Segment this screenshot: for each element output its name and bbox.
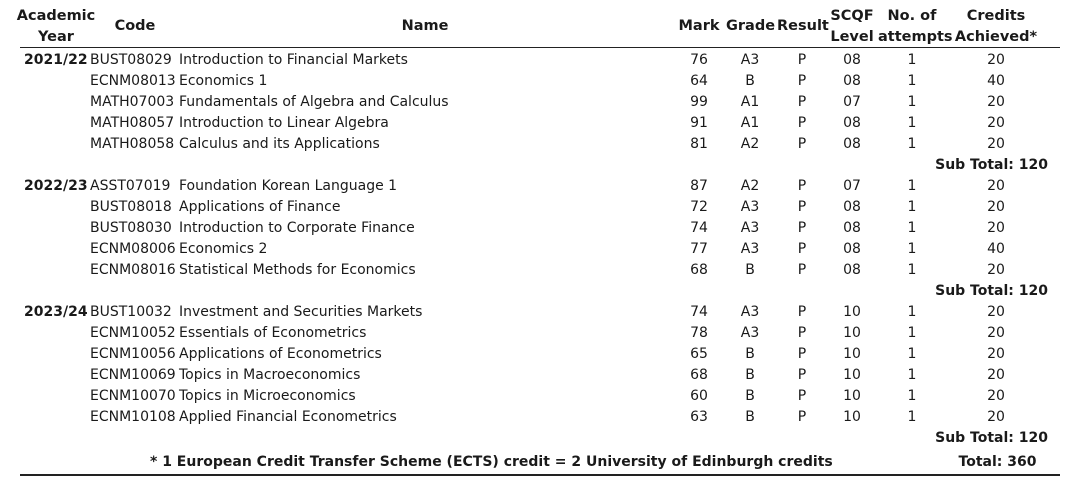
header-academic-year: Academic Year	[16, 8, 96, 45]
course-credits: 20	[987, 304, 1005, 320]
course-code: ASST07019	[90, 178, 171, 194]
course-attempts: 1	[907, 73, 917, 89]
course-result: P	[797, 115, 807, 131]
course-grade: B	[745, 73, 755, 89]
course-result: P	[797, 52, 807, 68]
course-result: P	[797, 388, 807, 404]
course-result: P	[797, 199, 807, 215]
course-attempts: 1	[907, 241, 917, 257]
header-grade: Grade	[726, 18, 776, 34]
course-scqf-level: 08	[843, 262, 861, 278]
course-result: P	[797, 346, 807, 362]
course-code: MATH08058	[90, 136, 175, 152]
course-scqf-level: 10	[843, 409, 861, 425]
academic-year-label: 2023/24	[24, 304, 88, 320]
course-credits: 20	[987, 178, 1005, 194]
course-name: Essentials of Econometrics	[179, 325, 367, 341]
course-credits: 40	[987, 73, 1005, 89]
course-grade: A3	[740, 304, 760, 320]
course-code: ECNM10056	[90, 346, 176, 362]
course-grade: A3	[740, 199, 760, 215]
course-mark: 68	[690, 262, 708, 278]
course-mark: 74	[690, 220, 708, 236]
course-code: ECNM10108	[90, 409, 176, 425]
course-name: Introduction to Corporate Finance	[179, 220, 415, 236]
sub-total: Sub Total: 120	[935, 430, 1048, 446]
course-name: Topics in Macroeconomics	[179, 367, 361, 383]
academic-year-label: 2022/23	[24, 178, 88, 194]
course-code: ECNM08016	[90, 262, 176, 278]
course-grade: A3	[740, 52, 760, 68]
footer-rule	[20, 474, 1060, 476]
course-credits: 20	[987, 262, 1005, 278]
grand-total: Total: 360	[958, 454, 1037, 470]
course-attempts: 1	[907, 325, 917, 341]
course-result: P	[797, 220, 807, 236]
course-mark: 77	[690, 241, 708, 257]
course-grade: B	[745, 388, 755, 404]
course-credits: 20	[987, 325, 1005, 341]
sub-total: Sub Total: 120	[935, 283, 1048, 299]
course-scqf-level: 08	[843, 199, 861, 215]
header-rule	[20, 47, 1060, 48]
course-attempts: 1	[907, 52, 917, 68]
course-scqf-level: 08	[843, 241, 861, 257]
course-credits: 20	[987, 367, 1005, 383]
ects-footnote: * 1 European Credit Transfer Scheme (ECTS) credit = 2 University of Edinburgh credits	[150, 454, 833, 470]
course-grade: A3	[740, 220, 760, 236]
course-credits: 20	[987, 409, 1005, 425]
course-grade: A3	[740, 325, 760, 341]
course-scqf-level: 10	[843, 367, 861, 383]
course-result: P	[797, 136, 807, 152]
course-attempts: 1	[907, 115, 917, 131]
course-mark: 74	[690, 304, 708, 320]
header-mark: Mark	[678, 18, 720, 34]
course-result: P	[797, 262, 807, 278]
course-scqf-level: 10	[843, 388, 861, 404]
course-attempts: 1	[907, 304, 917, 320]
course-code: MATH07003	[90, 94, 175, 110]
course-mark: 76	[690, 52, 708, 68]
course-attempts: 1	[907, 409, 917, 425]
course-grade: A1	[740, 115, 760, 131]
course-scqf-level: 07	[843, 94, 861, 110]
course-code: ECNM10069	[90, 367, 176, 383]
course-credits: 20	[987, 136, 1005, 152]
course-scqf-level: 10	[843, 346, 861, 362]
course-code: ECNM08013	[90, 73, 176, 89]
course-grade: A1	[740, 94, 760, 110]
course-credits: 20	[987, 199, 1005, 215]
course-credits: 40	[987, 241, 1005, 257]
course-mark: 68	[690, 367, 708, 383]
course-scqf-level: 10	[843, 304, 861, 320]
course-grade: B	[745, 346, 755, 362]
course-grade: A2	[740, 178, 760, 194]
course-grade: B	[745, 262, 755, 278]
course-code: BUST08029	[90, 52, 172, 68]
course-mark: 65	[690, 346, 708, 362]
course-result: P	[797, 73, 807, 89]
course-name: Introduction to Financial Markets	[179, 52, 408, 68]
course-attempts: 1	[907, 178, 917, 194]
course-credits: 20	[987, 94, 1005, 110]
course-grade: B	[745, 367, 755, 383]
course-attempts: 1	[907, 220, 917, 236]
course-result: P	[797, 241, 807, 257]
course-name: Investment and Securities Markets	[179, 304, 423, 320]
sub-total: Sub Total: 120	[935, 157, 1048, 173]
course-attempts: 1	[907, 388, 917, 404]
course-attempts: 1	[907, 262, 917, 278]
course-mark: 72	[690, 199, 708, 215]
course-mark: 63	[690, 409, 708, 425]
course-result: P	[797, 367, 807, 383]
course-mark: 99	[690, 94, 708, 110]
course-name: Economics 2	[179, 241, 268, 257]
course-grade: A2	[740, 136, 760, 152]
course-attempts: 1	[907, 199, 917, 215]
course-scqf-level: 08	[843, 73, 861, 89]
course-mark: 78	[690, 325, 708, 341]
course-name: Applications of Econometrics	[179, 346, 382, 362]
course-name: Statistical Methods for Economics	[179, 262, 416, 278]
course-code: ECNM10070	[90, 388, 176, 404]
header-code: Code	[114, 18, 156, 34]
course-code: MATH08057	[90, 115, 175, 131]
course-name: Economics 1	[179, 73, 268, 89]
course-scqf-level: 08	[843, 52, 861, 68]
header-scqf-level: SCQF Level	[830, 8, 874, 45]
course-code: BUST10032	[90, 304, 172, 320]
course-mark: 64	[690, 73, 708, 89]
course-attempts: 1	[907, 346, 917, 362]
course-name: Topics in Microeconomics	[179, 388, 356, 404]
course-grade: B	[745, 409, 755, 425]
course-name: Introduction to Linear Algebra	[179, 115, 389, 131]
course-result: P	[797, 94, 807, 110]
course-name: Foundation Korean Language 1	[179, 178, 398, 194]
course-scqf-level: 10	[843, 325, 861, 341]
course-name: Calculus and its Applications	[179, 136, 380, 152]
course-code: ECNM08006	[90, 241, 176, 257]
course-credits: 20	[987, 220, 1005, 236]
course-credits: 20	[987, 52, 1005, 68]
course-credits: 20	[987, 388, 1005, 404]
course-result: P	[797, 178, 807, 194]
course-credits: 20	[987, 346, 1005, 362]
course-attempts: 1	[907, 367, 917, 383]
course-result: P	[797, 304, 807, 320]
course-mark: 87	[690, 178, 708, 194]
course-result: P	[797, 409, 807, 425]
course-grade: A3	[740, 241, 760, 257]
course-name: Fundamentals of Algebra and Calculus	[179, 94, 449, 110]
course-code: BUST08030	[90, 220, 172, 236]
course-credits: 20	[987, 115, 1005, 131]
course-name: Applied Financial Econometrics	[179, 409, 397, 425]
course-code: ECNM10052	[90, 325, 176, 341]
course-scqf-level: 08	[843, 115, 861, 131]
course-attempts: 1	[907, 94, 917, 110]
course-attempts: 1	[907, 136, 917, 152]
course-result: P	[797, 325, 807, 341]
header-name: Name	[401, 18, 449, 34]
course-scqf-level: 08	[843, 136, 861, 152]
header-credits-achieved: Credits Achieved*	[954, 8, 1038, 45]
course-mark: 81	[690, 136, 708, 152]
course-scqf-level: 07	[843, 178, 861, 194]
course-scqf-level: 08	[843, 220, 861, 236]
course-mark: 91	[690, 115, 708, 131]
academic-year-label: 2021/22	[24, 52, 88, 68]
header-no-of-attempts: No. of attempts	[878, 8, 953, 45]
course-mark: 60	[690, 388, 708, 404]
header-result: Result	[777, 18, 829, 34]
course-name: Applications of Finance	[179, 199, 341, 215]
course-code: BUST08018	[90, 199, 172, 215]
